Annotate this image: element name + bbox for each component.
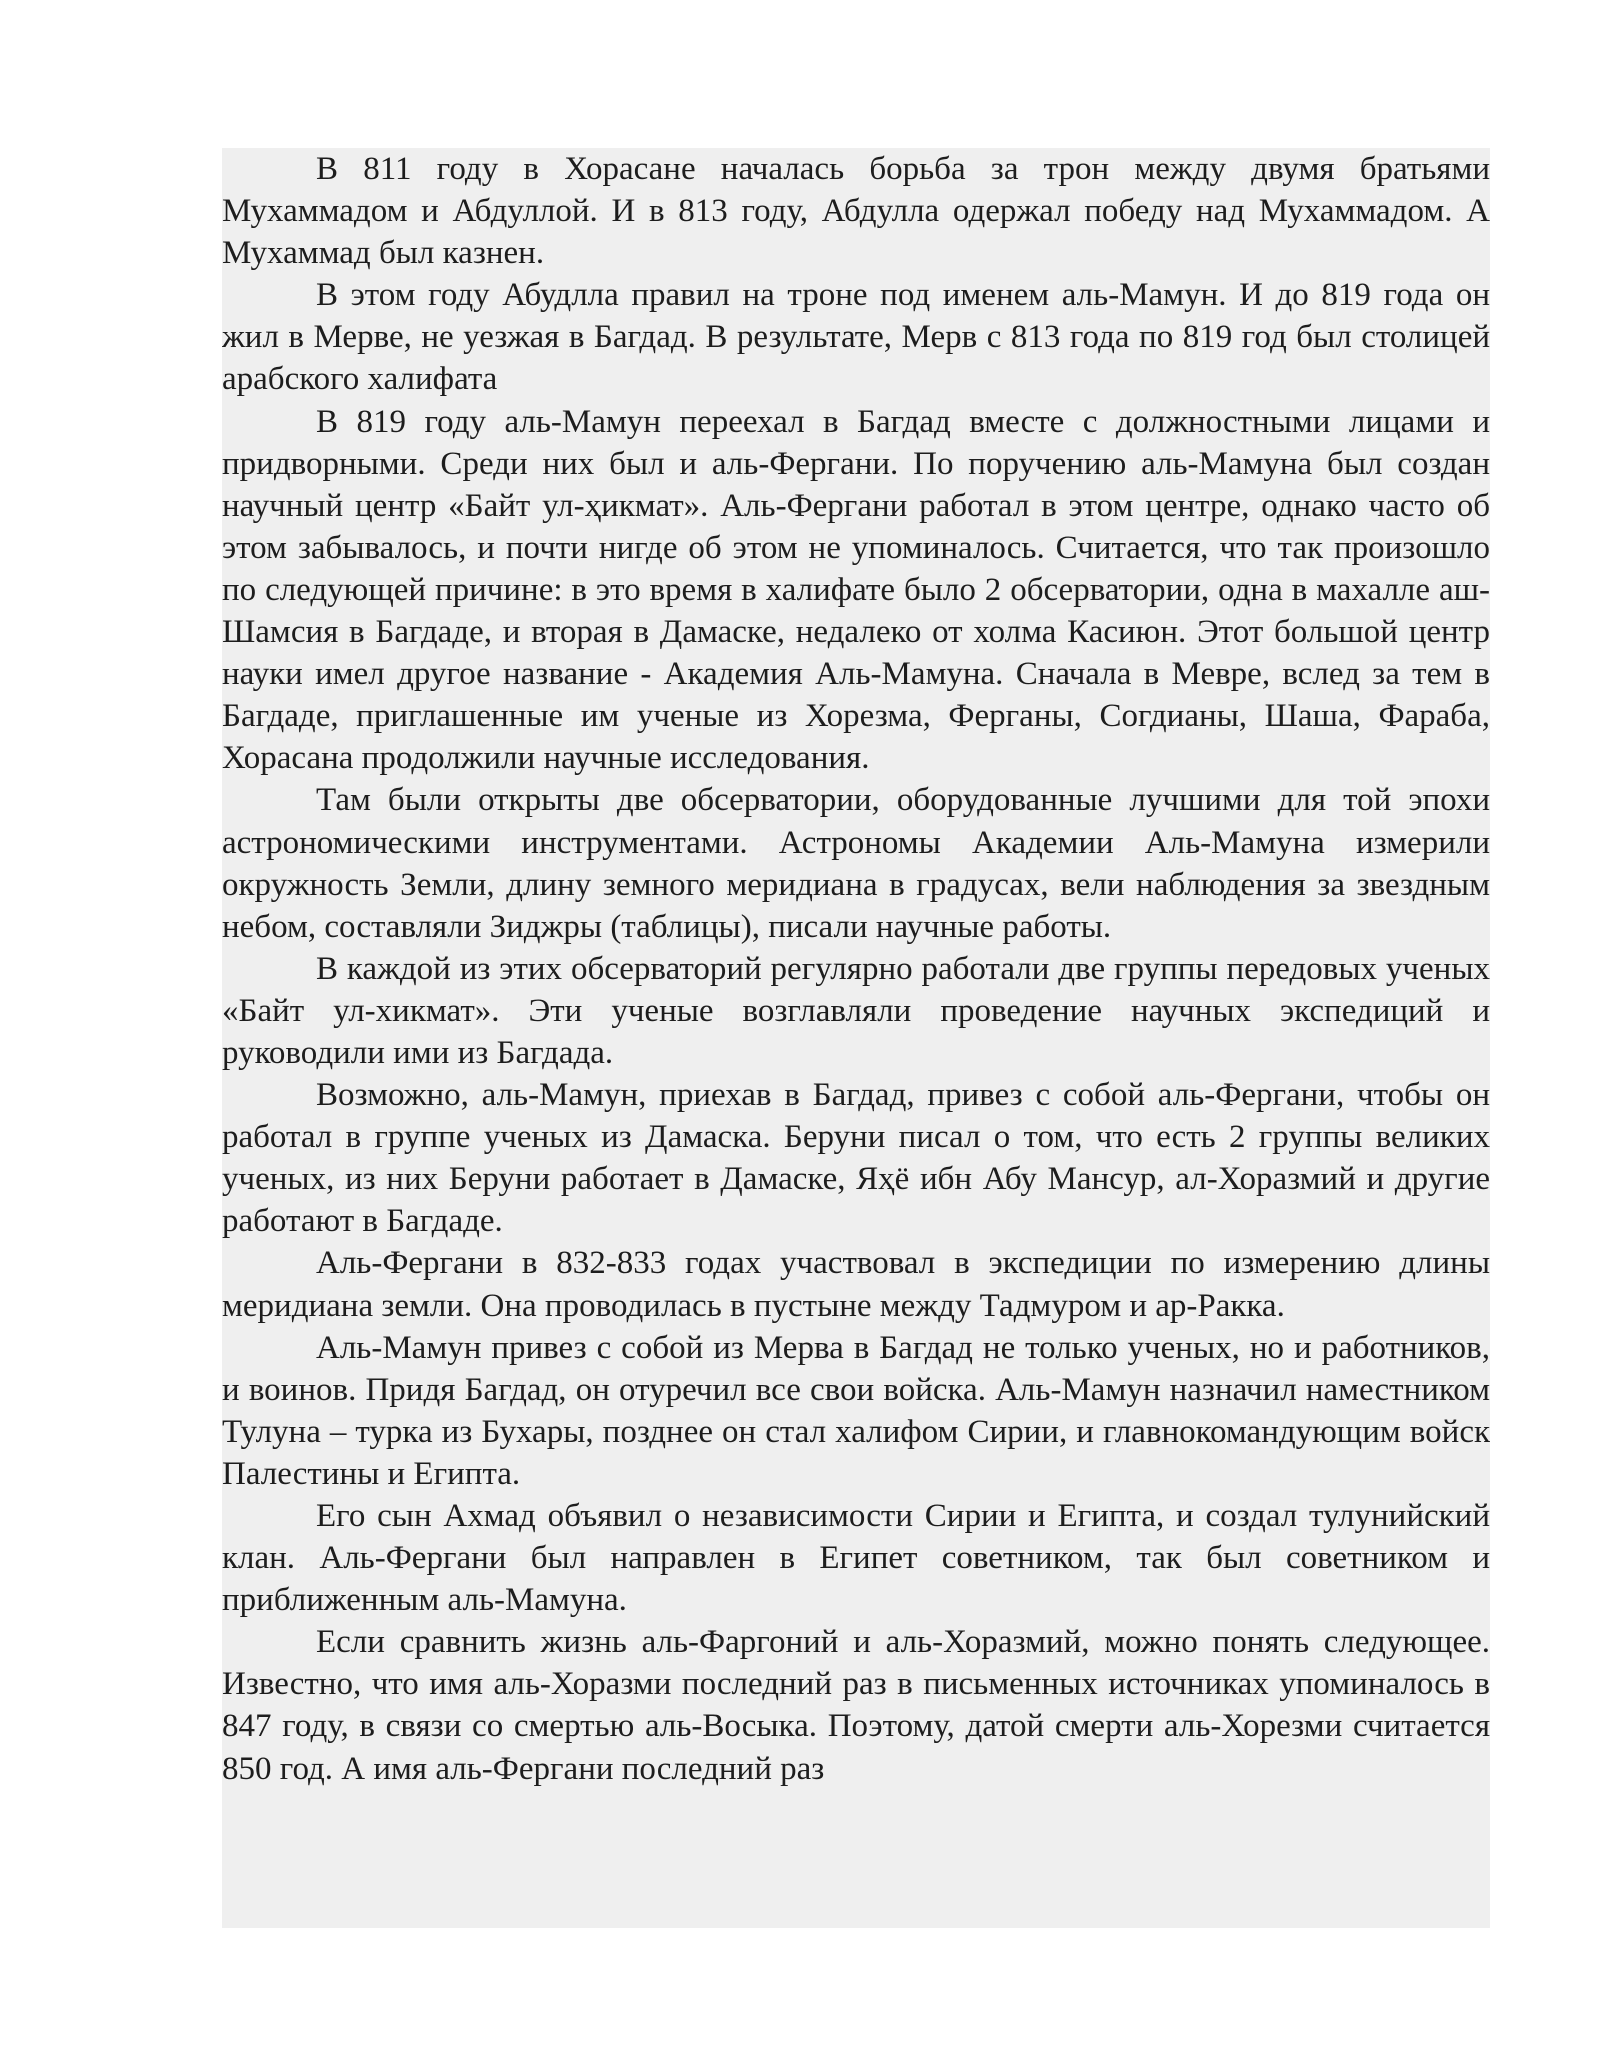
paragraph-2: В этом году Абудлла правил на троне под именем аль-Мамун. И до 819 года он жил в Мерве, не уезжая в Багдад. В результате, Мерв с 813 года по 819 год был столицей арабского халифата <box>222 277 1490 398</box>
paragraph-7: Аль-Фергани в 832-833 годах участвовал в экспедиции по измерению длины меридиана земли. Она проводилась в пустыне между Тадмуром и ар-Ракка. <box>222 1245 1490 1324</box>
paragraph-4: Там были открыты две обсерватории, оборудованные лучшими для той эпохи астрономическими инструментами. Астрономы Академии Аль-Мамуна измерили окружность Земли, длину земного меридиана в градусах, вели наблюдения за звездным небом, составляли Зиджры (таблицы), писали научные работы. <box>222 782 1490 945</box>
paragraph-9: Его сын Ахмад объявил о независимости Сирии и Египта, и создал тулунийский клан. Аль-Фергани был направлен в Египет советником, так был советником и приближенным аль-Мамуна. <box>222 1498 1490 1619</box>
paragraph-8: Аль-Мамун привез с собой из Мерва в Багдад не только ученых, но и работников, и воинов. Придя Багдад, он отуречил все свои войска. Аль-Мамун назначил наместником Тулуна – турка из Бухары, позднее он стал халифом Сирии, и главнокомандующим войск Палестины и Египта. <box>222 1329 1490 1492</box>
document-text-block <box>222 148 1490 1928</box>
paragraph-3: В 819 году аль-Мамун переехал в Багдад вместе с должностными лицами и придворными. Среди них был и аль-Фергани. По поручению аль-Мамуна был создан научный центр «Байт ул-ҳикмат». Аль-Фергани работал в этом центре, однако часто об этом забывалось, и почти нигде об этом не упоминалось. Считается, что так произошло по следующей причине: в это время в халифате было 2 обсерватории, одна в махалле аш-Шамсия в Багдаде, и вторая в Дамаске, недалеко от холма Касиюн. Этот большой центр науки имел другое название - Академия Аль-Мамуна. Сначала в Мевре, вслед за тем в Багдаде, приглашенные им ученые из Хорезма, Ферганы, Согдианы, Шаша, Фараба, Хорасана продолжили научные исследования. <box>222 403 1490 777</box>
paragraph-10: Если сравнить жизнь аль-Фаргоний и аль-Хоразмий, можно понять следующее. Известно, что имя аль-Хоразми последний раз в письменных источниках упоминалось в 847 году, в связи со смертью аль-Восыка. Поэтому, датой смерти аль-Хорезми считается 850 год. А имя аль-Фергани последний раз <box>222 1624 1490 1787</box>
paragraph-1: В 811 году в Хорасане началась борьба за трон между двумя братьями Мухаммадом и Абдуллой. И в 813 году, Абдулла одержал победу над Мухаммадом. А Мухаммад был казнен. <box>222 151 1490 272</box>
paragraph-6: Возможно, аль-Мамун, приехав в Багдад, привез с собой аль-Фергани, чтобы он работал в группе ученых из Дамаска. Беруни писал о том, что есть 2 группы великих ученых, из них Беруни работает в Дамаске, Яҳё ибн Абу Мансур, ал-Хоразмий и другие работают в Багдаде. <box>222 1077 1490 1240</box>
paragraph-5: В каждой из этих обсерваторий регулярно работали две группы передовых ученых «Байт ул-хикмат». Эти ученые возглавляли проведение научных экспедиций и руководили ими из Багдада. <box>222 950 1490 1071</box>
